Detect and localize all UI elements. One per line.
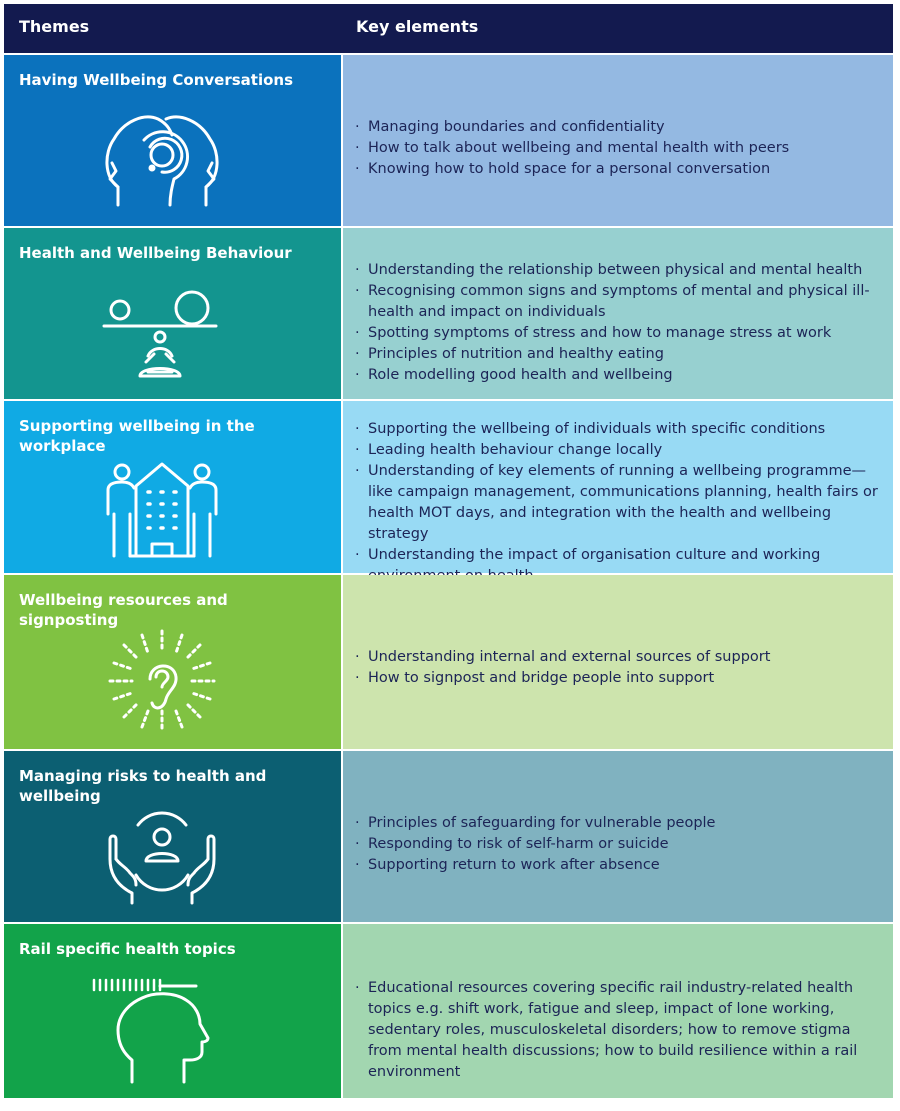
hands-protecting-person-icon: [92, 801, 232, 911]
key-elements-cell: [343, 401, 893, 573]
list-item: · Principles of safeguarding for vulnerable people: [355, 813, 883, 834]
table-row-health-and-wellbeing-behaviour: [4, 228, 893, 399]
theme-cell: [4, 575, 341, 749]
table-row-wellbeing-resources-and-signposting: [4, 575, 893, 749]
list-item: · Spotting symptoms of stress and how to manage stress at work: [355, 323, 883, 344]
ear-listening-icon: [92, 625, 232, 735]
list-item: · Understanding the relationship between physical and mental health: [355, 260, 883, 281]
key-elements-list: [355, 813, 883, 876]
key-elements-list: [355, 978, 883, 1083]
list-item: · Managing boundaries and confidentiality: [355, 117, 883, 138]
table-header: [4, 4, 893, 53]
list-item: · Supporting return to work after absence: [355, 855, 883, 876]
balance-meditation-icon: [92, 280, 232, 390]
key-elements-list: [355, 260, 883, 386]
key-elements-list: [355, 117, 883, 180]
list-item: · Understanding internal and external sources of support: [355, 647, 883, 668]
list-item: · How to talk about wellbeing and mental health with peers: [355, 138, 883, 159]
key-elements-cell: [343, 751, 893, 922]
head-conversation-icon: [92, 105, 232, 215]
list-item: · Role modelling good health and wellbeing: [355, 365, 883, 386]
theme-title: Supporting wellbeing in the workplace: [19, 417, 255, 455]
list-item: · Understanding the impact of organisation culture and working: [355, 545, 883, 587]
theme-cell: [4, 228, 341, 399]
theme-cell: [4, 924, 341, 1098]
theme-title: Rail specific health topics: [19, 940, 236, 958]
head-rail-icon: [92, 976, 232, 1086]
theme-cell: [4, 55, 341, 226]
people-building-icon: [92, 456, 232, 566]
key-elements-cell: [343, 228, 893, 399]
key-elements-list: [355, 647, 883, 689]
key-elements-list: [355, 419, 883, 587]
key-elements-header: Key elements: [356, 17, 479, 36]
list-item: · Recognising common signs and symptoms of mental and physical ill-health and impact on individuals: [355, 281, 883, 323]
key-elements-cell: [343, 575, 893, 749]
key-elements-cell: [343, 924, 893, 1098]
list-item: · Leading health behaviour change locally: [355, 440, 883, 461]
themes-header: Themes: [19, 17, 90, 36]
list-item: · Educational resources covering specific rail industry-related health topics e.g. shift work, fatigue and sleep, impact of lone working, sedentary roles, musculoskeletal disorders; how to remove stigma from mental health discussions; how to build resilience within a rail environment: [355, 978, 883, 1083]
key-elements-cell: [343, 55, 893, 226]
theme-title: Health and Wellbeing Behaviour: [19, 244, 292, 262]
list-item: · Principles of nutrition and healthy eating: [355, 344, 883, 365]
table-row-managing-risks: [4, 751, 893, 922]
list-item: · Knowing how to hold space for a personal conversation: [355, 159, 883, 180]
table-row-rail-specific-health-topics: [4, 924, 893, 1098]
theme-cell: [4, 401, 341, 573]
table-row-having-wellbeing-conversations: [4, 55, 893, 226]
list-item: · How to signpost and bridge people into support: [355, 668, 883, 689]
table-row-supporting-wellbeing-in-the-workplace: [4, 401, 893, 573]
list-item: · Supporting the wellbeing of individuals with specific conditions: [355, 419, 883, 440]
list-item: · Understanding of key elements of running a wellbeing programme—like campaign management, communications planning, health fairs or health MOT days, and integration with the health and wellbeing strategy: [355, 461, 883, 545]
theme-cell: [4, 751, 341, 922]
theme-title: Wellbeing resources and signposting: [19, 591, 228, 629]
theme-title: Having Wellbeing Conversations: [19, 71, 294, 89]
theme-title: Managing risks to health and wellbeing: [19, 767, 267, 805]
list-item: · Responding to risk of self-harm or suicide: [355, 834, 883, 855]
